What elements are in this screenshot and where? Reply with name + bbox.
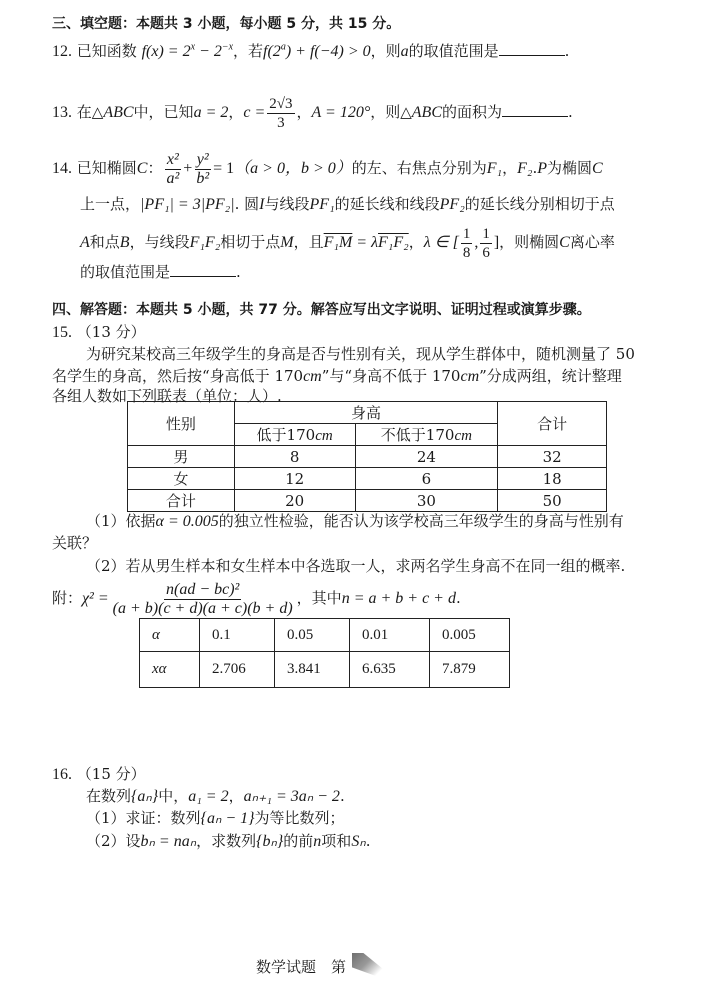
question-14-line-3 bbox=[80, 222, 615, 263]
question-14-line-2 bbox=[80, 194, 615, 215]
q14-text: 上一点， bbox=[80, 195, 141, 213]
q14-text: 相切于点 bbox=[220, 233, 281, 251]
q14-text: ，则椭圆 bbox=[499, 233, 560, 251]
critical-value-table bbox=[139, 618, 510, 688]
q15-text: 名学生的身高，然后按“身高低于 170 bbox=[52, 367, 304, 385]
q14-text: 的延长线和线段 bbox=[334, 195, 440, 213]
cell-not-below-170: 30 bbox=[355, 490, 498, 512]
alpha-value: α = 0.005 bbox=[155, 513, 219, 530]
chi-square-formula bbox=[111, 581, 295, 618]
q13-c-fraction bbox=[267, 95, 294, 132]
q15-part-2: （2）若从男生样本和女生样本中各选取一人，求两名学生身高不在同一组的概率. bbox=[86, 557, 626, 575]
point-m: M bbox=[280, 234, 294, 251]
q12-condition: $f(2^a) + f(-4) > 0$ bbox=[263, 41, 371, 60]
comma: ， bbox=[296, 103, 312, 121]
sequence-b: {bₙ} bbox=[256, 833, 284, 850]
denominator: 3 bbox=[277, 114, 285, 131]
ellipse-name: C bbox=[136, 160, 148, 177]
q13-a: a = 2 bbox=[193, 104, 229, 121]
header-below-170: 低于170cm bbox=[234, 424, 355, 446]
q12-func: $f(x) = 2^x - 2^{-x}$ bbox=[141, 41, 234, 60]
table-row-female bbox=[128, 468, 607, 490]
q13-angle: A = 120° bbox=[311, 104, 371, 121]
q15-text: 的独立性检验，能否认为该学校高三年级学生的身高与性别有 bbox=[218, 512, 624, 530]
q16-text: 为等比数列； bbox=[254, 809, 345, 827]
period: . bbox=[568, 103, 573, 121]
q14-text: ，且 bbox=[293, 233, 324, 251]
circle-i: I bbox=[259, 196, 265, 213]
period: . bbox=[532, 159, 538, 177]
denominator: b² bbox=[196, 169, 210, 187]
numerator: 1 bbox=[482, 225, 490, 242]
comma: ， bbox=[502, 159, 518, 177]
q14-text: 的左、右焦点分别为 bbox=[351, 159, 487, 177]
q12-var: a bbox=[400, 43, 409, 60]
q13-number: 13. bbox=[52, 104, 72, 121]
q16-text: 中， bbox=[158, 787, 189, 805]
focus-f1: F₁ bbox=[486, 160, 503, 177]
q13-text: 中，已知 bbox=[133, 103, 194, 121]
vector-f1m: F₁M bbox=[323, 234, 353, 251]
denominator: 8 bbox=[462, 244, 471, 261]
colon: ： bbox=[147, 159, 163, 177]
cell-total: 50 bbox=[498, 490, 607, 512]
q12-text: ，若 bbox=[233, 42, 264, 60]
answer-blank bbox=[502, 102, 568, 117]
critical-value-cell: 7.879 bbox=[430, 652, 510, 688]
point-a: A bbox=[80, 234, 90, 251]
cell-below-170: 12 bbox=[234, 468, 355, 490]
ellipse-name: C bbox=[592, 160, 603, 177]
vector-f1f2: F₁F₂ bbox=[378, 234, 409, 251]
q14-text: 的延长线分别相切于点 bbox=[464, 195, 615, 213]
numerator: x² bbox=[166, 150, 179, 168]
lambda-range-end: ] bbox=[493, 234, 500, 251]
page-curl-shadow bbox=[352, 953, 390, 977]
fraction-one-sixth bbox=[480, 225, 492, 262]
q15-text: ”与“身高不低于 170 bbox=[321, 367, 461, 385]
numerator: y² bbox=[196, 150, 209, 168]
x-alpha-label: xα bbox=[140, 652, 200, 688]
header-not-below-170: 不低于170cm bbox=[355, 424, 498, 446]
numerator: 2√3 bbox=[269, 95, 293, 112]
alpha-label: α bbox=[140, 619, 200, 652]
critical-value-cell: 3.841 bbox=[275, 652, 350, 688]
period: . bbox=[339, 787, 345, 805]
q13-text: ，则△ bbox=[370, 103, 412, 121]
q16-points: （15 分） bbox=[76, 765, 146, 783]
q13-text: 在△ bbox=[76, 103, 104, 121]
initial-term: a₁ = 2 bbox=[188, 788, 229, 805]
q16-text: ，求数列 bbox=[196, 832, 257, 850]
question-14-line-1 bbox=[52, 148, 603, 189]
table-row-male bbox=[128, 446, 607, 468]
distance-relation: |PF₁| = 3|PF₂| bbox=[140, 196, 235, 213]
q16-text: （1）求证：数列 bbox=[86, 809, 201, 827]
recurrence: aₙ₊₁ = 3aₙ − 2 bbox=[243, 788, 340, 805]
denominator: a² bbox=[166, 169, 180, 187]
focus-f2: F₂ bbox=[517, 160, 533, 177]
equals-one: = 1 bbox=[213, 160, 235, 177]
triangle-name: ABC bbox=[411, 104, 442, 121]
cell-below-170: 8 bbox=[234, 446, 355, 468]
section-4-heading: 四、解答题：本题共 5 小题，共 77 分。解答应写出文字说明、证明过程或演算步骤。 bbox=[52, 302, 591, 318]
question-12 bbox=[52, 41, 569, 62]
q14-text: 为椭圆 bbox=[547, 159, 593, 177]
ellipse-name: C bbox=[559, 234, 570, 251]
q14-text: ，与线段 bbox=[129, 233, 190, 251]
critical-value-cell: 6.635 bbox=[350, 652, 430, 688]
point-b: B bbox=[119, 234, 130, 251]
denominator: (a + b)(c + d)(a + c)(b + d) bbox=[112, 599, 293, 617]
sequence-a: {aₙ} bbox=[131, 788, 159, 805]
period: . bbox=[455, 589, 461, 607]
q16-number: 16. bbox=[52, 766, 72, 783]
q16-text: 的前 bbox=[283, 832, 314, 850]
alpha-row bbox=[140, 619, 510, 652]
q13-text: 的面积为 bbox=[441, 103, 502, 121]
answer-blank bbox=[499, 41, 565, 56]
q14-text: 和点 bbox=[89, 233, 120, 251]
equals-lambda: = λ bbox=[352, 234, 379, 251]
cell-total: 18 bbox=[498, 468, 607, 490]
comma: ， bbox=[228, 787, 244, 805]
sequence-a-minus-1: {aₙ − 1} bbox=[200, 810, 255, 827]
cell-not-below-170: 6 bbox=[355, 468, 498, 490]
q15-text: ，其中 bbox=[296, 589, 342, 607]
critical-value-cell: 2.706 bbox=[200, 652, 275, 688]
point-p: P bbox=[537, 160, 548, 177]
numerator: n(ad − bc)² bbox=[165, 580, 240, 598]
denominator: 6 bbox=[482, 244, 490, 261]
lambda-range-start: λ ∈ [ bbox=[423, 234, 459, 251]
q14-text: 已知椭圆 bbox=[76, 159, 137, 177]
header-gender: 性别 bbox=[128, 402, 235, 446]
contingency-table bbox=[127, 401, 607, 512]
header-total: 合计 bbox=[498, 402, 607, 446]
segment-pf1: PF₁ bbox=[309, 196, 335, 213]
bn-definition: bₙ = naₙ bbox=[140, 833, 197, 850]
q14-text: 离心率 bbox=[569, 233, 615, 251]
sum-sn: Sₙ bbox=[351, 833, 366, 850]
q12-text: 已知函数 bbox=[76, 42, 137, 60]
plus: + bbox=[183, 160, 193, 177]
unit-cm: cm bbox=[460, 368, 480, 385]
q15-paragraph-line-3: 各组人数如下列联表（单位：人）. bbox=[52, 387, 282, 405]
q15-text: ”分成两组，统计整理 bbox=[479, 367, 622, 385]
q15-appendix bbox=[52, 576, 461, 621]
triangle-name: ABC bbox=[103, 104, 134, 121]
segment-f1f2: F₁F₂ bbox=[189, 234, 221, 251]
q12-text: ，则 bbox=[370, 42, 401, 60]
q14-text: . 圆 bbox=[234, 195, 260, 213]
table-row-total bbox=[128, 490, 607, 512]
critical-value-row bbox=[140, 652, 510, 688]
section-3-heading: 三、填空题：本题共 3 小题，每小题 5 分，共 15 分。 bbox=[52, 16, 401, 32]
q13-c: c = bbox=[243, 104, 266, 121]
alpha-cell: 0.01 bbox=[350, 619, 430, 652]
q15-text: （1）依据 bbox=[86, 512, 156, 530]
q15-points: （13 分） bbox=[76, 323, 146, 341]
row-label: 合计 bbox=[128, 490, 235, 512]
q15-part-1-cont: 关联？ bbox=[52, 534, 98, 552]
segment-pf2: PF₂ bbox=[439, 196, 465, 213]
q15-paragraph-line-2 bbox=[52, 366, 622, 387]
chi-square: χ² = bbox=[82, 590, 109, 607]
period: . bbox=[236, 263, 241, 281]
q14-text: 的取值范围是 bbox=[80, 263, 171, 281]
row-label: 女 bbox=[128, 468, 235, 490]
y-fraction bbox=[194, 151, 211, 188]
row-label: 男 bbox=[128, 446, 235, 468]
x-fraction bbox=[164, 151, 181, 188]
q16-text: 项和 bbox=[321, 832, 352, 850]
header-height: 身高 bbox=[234, 402, 498, 424]
page-footer: 数学试题 第 bbox=[256, 958, 347, 976]
q16-line-1 bbox=[86, 786, 345, 807]
alpha-cell: 0.05 bbox=[275, 619, 350, 652]
n-var: n bbox=[313, 833, 322, 850]
q16-text: （2）设 bbox=[86, 832, 141, 850]
q16-part-1 bbox=[86, 808, 345, 829]
q14-number: 14. bbox=[52, 160, 72, 177]
q15-paragraph-line-1: 为研究某校高三年级学生的身高是否与性别有关，现从学生群体中，随机测量了 50 bbox=[86, 345, 635, 363]
alpha-cell: 0.1 bbox=[200, 619, 275, 652]
answer-blank bbox=[170, 262, 236, 277]
question-16-header bbox=[52, 764, 146, 785]
cell-not-below-170: 24 bbox=[355, 446, 498, 468]
q16-part-2 bbox=[86, 831, 370, 852]
q12-text: 的取值范围是 bbox=[408, 42, 499, 60]
comma: ， bbox=[228, 103, 244, 121]
cell-total: 32 bbox=[498, 446, 607, 468]
period: . bbox=[365, 832, 371, 850]
alpha-cell: 0.005 bbox=[430, 619, 510, 652]
q14-text: 与线段 bbox=[264, 195, 310, 213]
n-definition: n = a + b + c + d bbox=[341, 590, 456, 607]
appendix-label: 附： bbox=[52, 589, 83, 607]
q15-part-1 bbox=[86, 511, 624, 532]
q16-text: 在数列 bbox=[86, 787, 132, 805]
comma: , bbox=[474, 234, 479, 251]
q14-condition: （a > 0，b > 0） bbox=[234, 160, 352, 177]
question-14-line-4 bbox=[80, 262, 241, 282]
question-15-header bbox=[52, 322, 146, 343]
q12-number: 12. bbox=[52, 43, 72, 60]
cell-below-170: 20 bbox=[234, 490, 355, 512]
question-13 bbox=[52, 92, 573, 133]
comma: ， bbox=[408, 233, 424, 251]
numerator: 1 bbox=[462, 225, 471, 242]
period: . bbox=[564, 42, 570, 60]
fraction-one-eighth bbox=[461, 225, 473, 262]
q15-number: 15. bbox=[52, 324, 72, 341]
unit-cm: cm bbox=[303, 368, 322, 385]
